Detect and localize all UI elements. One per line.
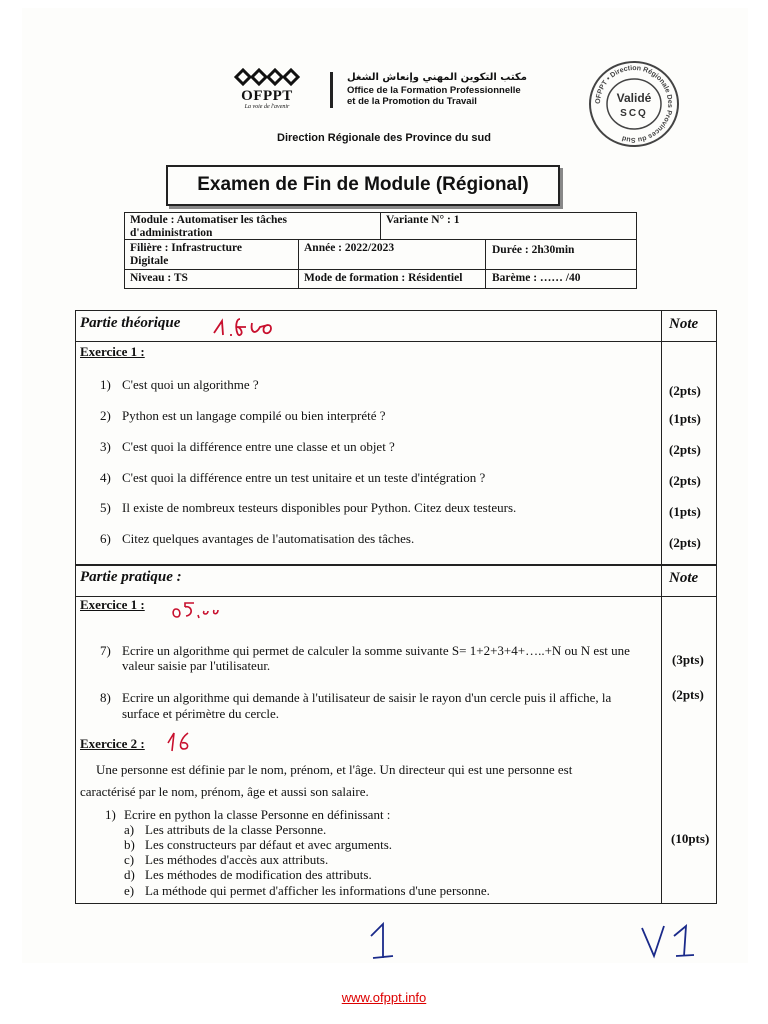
- question-text-line1: Ecrire un algorithme qui demande à l'utilisateur de saisir le rayon d'un cercle puis il affiche, la: [122, 690, 612, 705]
- handwritten-variant-mark: [640, 922, 700, 962]
- item-letter: a): [124, 822, 135, 837]
- exam-title: Examen de Fin de Module (Régional): [197, 174, 529, 195]
- stamp-ring-text: OFPPT • Direction Régionale Des Provinces du Sud: [594, 64, 674, 144]
- practice-section-title: Partie pratique :: [80, 569, 182, 585]
- footer-website-link[interactable]: www.ofppt.info: [341, 990, 427, 1005]
- info-niveau: Niveau : TS: [130, 272, 188, 284]
- question-text: Python est un langage compilé ou bien interprété ?: [122, 408, 386, 423]
- section-divider: [76, 564, 716, 566]
- ofppt-logo-icon: [234, 66, 300, 88]
- question-text: Citez quelques avantages de l'automatisation des tâches.: [122, 531, 415, 546]
- handwritten-page-mark: [365, 920, 401, 962]
- info-variante: Variante N° : 1: [386, 214, 460, 226]
- ofppt-logo: [224, 62, 310, 112]
- note-column-divider: [661, 311, 662, 903]
- item-letter: c): [124, 852, 135, 867]
- question-number: 7): [100, 643, 111, 658]
- info-duree: Durée : 2h30min: [492, 244, 575, 256]
- info-bareme: Barème : …… /40: [492, 272, 581, 284]
- item-text: Les méthodes de modification des attributs.: [145, 867, 372, 882]
- direction-title: Direction Régionale des Province du sud: [277, 132, 491, 144]
- office-name-french-line2: et de la Promotion du Travail: [347, 96, 477, 107]
- question-4-points: (2pts): [669, 473, 701, 488]
- question-number: 6): [100, 531, 111, 546]
- exercise2-item-b: [124, 837, 393, 852]
- stamp-center-line1: Validé: [616, 91, 652, 105]
- question-5-points: (1pts): [669, 504, 701, 519]
- question-text: Ecrire en python la classe Personne en définissant :: [124, 807, 391, 822]
- info-module-line1: Module : Automatiser les tâches: [130, 214, 287, 226]
- theory-exercise-title: Exercice 1 :: [80, 344, 145, 359]
- logo-tagline: La voie de l'avenir: [244, 104, 290, 110]
- theory-note-header: Note: [669, 316, 699, 332]
- exercise2-item-e: [124, 883, 490, 898]
- question-number: 5): [100, 500, 111, 515]
- question-number: 4): [100, 470, 111, 485]
- exercise2-paragraph-line1: Une personne est définie par le nom, prénom, et l'âge. Un directeur qui est une personne est: [96, 762, 573, 777]
- exercise1-hand-mark: [170, 595, 230, 621]
- question-number: 1): [100, 377, 111, 392]
- exam-questions-table: [75, 310, 717, 904]
- question-number: 8): [100, 690, 111, 705]
- question-text: C'est quoi la différence entre une classe et un objet ?: [122, 439, 395, 454]
- item-letter: e): [124, 883, 135, 898]
- info-filiere-line2: Digitale: [130, 255, 169, 267]
- info-module-line2: d'administration: [130, 227, 213, 239]
- question-text: C'est quoi la différence entre un test unitaire et un teste d'intégration ?: [122, 470, 486, 485]
- question-number: 1): [105, 807, 116, 822]
- stamp-center-line2: SCQ: [620, 108, 648, 119]
- practice-exercise2-title: Exercice 2 :: [80, 736, 145, 751]
- practice-note-header: Note: [669, 570, 699, 586]
- question-8-points: (2pts): [672, 687, 704, 702]
- question-text: Il existe de nombreux testeurs disponibles pour Python. Citez deux testeurs.: [122, 500, 517, 515]
- logo-name: OFPPT: [241, 88, 293, 104]
- exercise2-item-a: [124, 822, 327, 837]
- item-letter: b): [124, 837, 135, 852]
- practice-exercise1-title: Exercice 1 :: [80, 597, 145, 612]
- info-annee: Année : 2022/2023: [304, 242, 395, 254]
- question-text-line1: Ecrire un algorithme qui permet de calculer la somme suivante S= 1+2+3+4+…..+N ou N est une: [122, 643, 630, 658]
- item-letter: d): [124, 867, 135, 882]
- exercise2-paragraph-line2: caractérisé par le nom, prénom, âge et aussi son salaire.: [80, 784, 369, 799]
- item-text: Les méthodes d'accès aux attributs.: [145, 852, 329, 867]
- question-3-points: (2pts): [669, 442, 701, 457]
- question-6-points: (2pts): [669, 535, 701, 550]
- theory-hand-mark: [210, 313, 280, 341]
- question-number: 3): [100, 439, 111, 454]
- info-filiere-line1: Filière : Infrastructure: [130, 242, 242, 254]
- exercise2-item-d: [124, 867, 372, 882]
- office-name-arabic: مكتب التكوين المهني وإنعاش الشغل: [347, 72, 527, 83]
- item-text: Les constructeurs par défaut et avec arguments.: [145, 837, 393, 852]
- exercise2-hand-mark: [166, 729, 196, 755]
- item-text: Les attributs de la classe Personne.: [145, 822, 327, 837]
- question-number: 2): [100, 408, 111, 423]
- question-1-points: (2pts): [669, 383, 701, 398]
- question-text: C'est quoi un algorithme ?: [122, 377, 259, 392]
- exercise2-item-c: [124, 852, 329, 867]
- office-name-french-line1: Office de la Formation Professionnelle: [347, 85, 521, 96]
- header-divider: [330, 72, 333, 108]
- item-text: La méthode qui permet d'afficher les informations d'une personne.: [145, 883, 490, 898]
- question-text-line2: surface et périmètre du cercle.: [122, 706, 279, 721]
- theory-section-title: Partie théorique: [80, 315, 181, 331]
- exam-info-table: [124, 212, 637, 289]
- theory-header-divider: [76, 341, 716, 342]
- exercise2-points: (10pts): [671, 831, 710, 846]
- question-7-points: (3pts): [672, 652, 704, 667]
- question-text-line2: valeur saisie par l'utilisateur.: [122, 658, 271, 673]
- exam-title-box: [166, 165, 560, 206]
- info-mode: Mode de formation : Résidentiel: [304, 272, 463, 284]
- question-2-points: (1pts): [669, 411, 701, 426]
